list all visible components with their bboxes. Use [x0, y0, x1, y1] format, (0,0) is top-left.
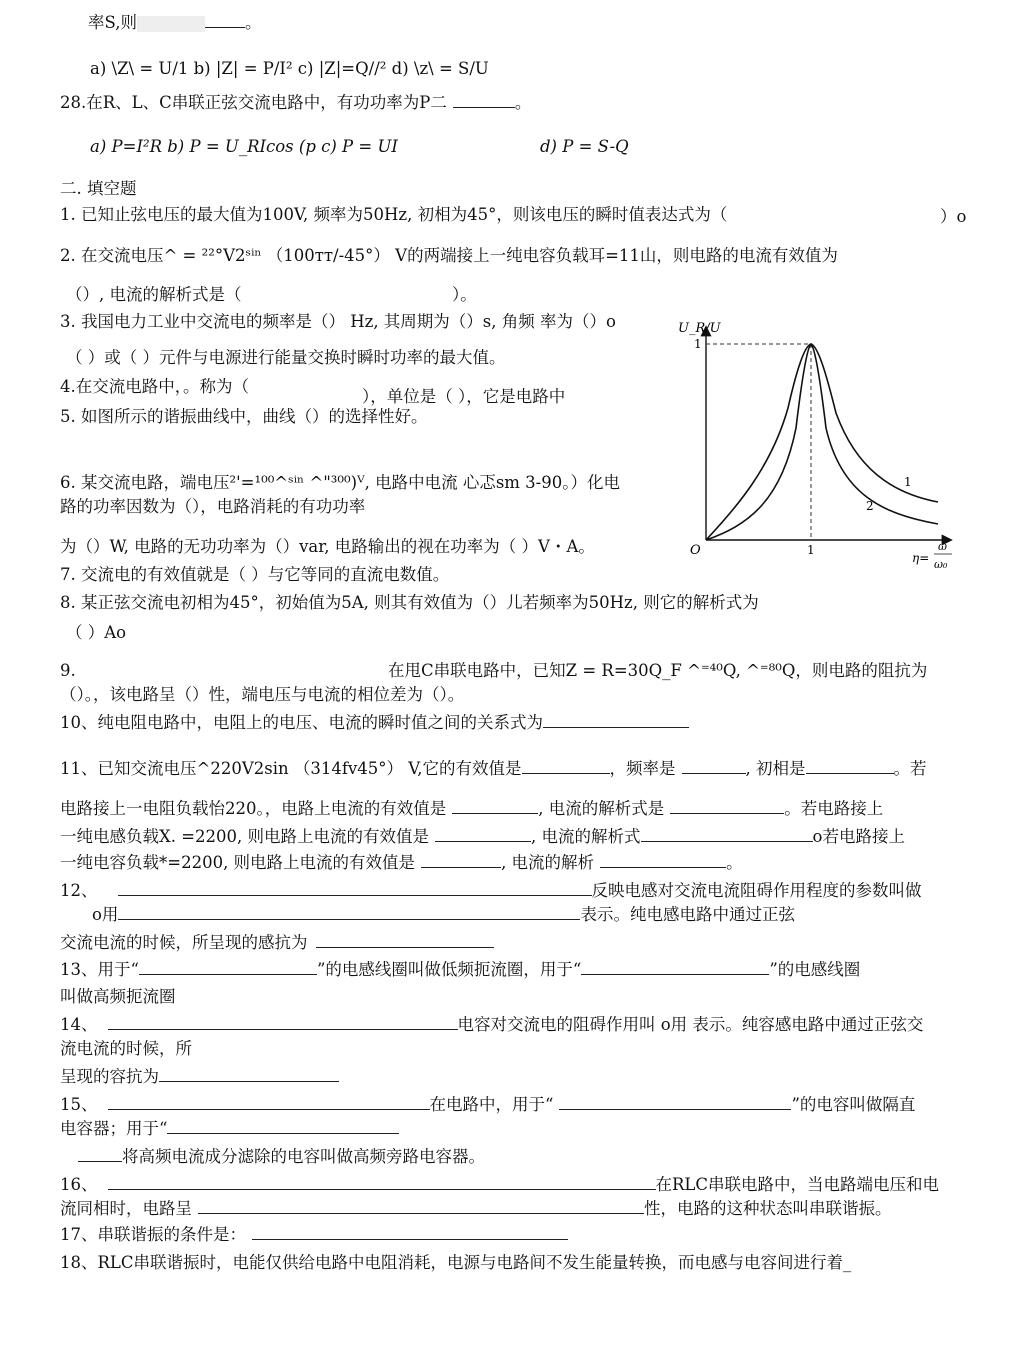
- curve-2-label: 2: [866, 499, 874, 513]
- line-text: 。若电路接上: [784, 799, 884, 818]
- blank: [205, 13, 245, 28]
- line-text: 11、已知交流电压^220V2sin （314fv45°） V,它的有效值是: [60, 759, 522, 778]
- line-text: ）。: [452, 285, 477, 304]
- line-text: , 电流的解析式是: [538, 799, 665, 818]
- question-10: [60, 712, 689, 734]
- question-14: [60, 1014, 923, 1036]
- line-text: 14、: [60, 1015, 98, 1034]
- blank: [559, 1095, 791, 1110]
- blank: [435, 827, 531, 842]
- blank: [682, 759, 746, 774]
- line-text: 将高频电流成分滤除的电容叫做高频旁路电容器。: [122, 1147, 485, 1166]
- blank: [806, 759, 894, 774]
- blank: [453, 93, 515, 108]
- question-16: [60, 1174, 939, 1196]
- line-text: （ ）Ao: [66, 623, 127, 642]
- line-text: 一纯电感负载X. =2200, 则电路上电流的有效值是: [60, 827, 430, 846]
- origin-label: O: [690, 543, 701, 558]
- blank: [316, 933, 494, 948]
- blank: [118, 905, 580, 920]
- x-axis-label: η=: [912, 551, 930, 565]
- line-text: [60, 826, 905, 848]
- question-15: [60, 1094, 915, 1116]
- line-text: 路的功率因数为（），电路消耗的有功功率: [60, 497, 366, 516]
- y-axis-label: U_R/U: [678, 321, 721, 336]
- line-text: o用: [92, 905, 119, 924]
- line-text: 16、: [60, 1175, 98, 1194]
- curve-1-label: 1: [904, 475, 912, 489]
- blank: [670, 799, 784, 814]
- question-11: [60, 758, 927, 780]
- question-12: [60, 880, 922, 902]
- line-text: [60, 1198, 892, 1220]
- line-text: 。: [514, 93, 532, 112]
- line-text: 在电路中，用于“: [429, 1095, 554, 1114]
- line-text: [60, 1118, 399, 1140]
- blank: [543, 713, 689, 728]
- line-text: 。: [244, 13, 262, 32]
- blank: [159, 1067, 339, 1082]
- line-text: 15、: [60, 1095, 98, 1114]
- question-9: 在甩C串联电路中，已知Z = R=30Q_F ^⁼⁴⁰Q, ^⁼⁸⁰Q，则电路的阻抗为: [388, 661, 928, 680]
- line-text: （）, 电流的解析式是（: [66, 285, 242, 304]
- blank: [600, 853, 726, 868]
- section-title: 二. 填空题: [60, 179, 137, 198]
- line-text: 表示。纯电感电路中通过正弦: [580, 905, 795, 924]
- line-text: （）。，该电路呈（）性，端电压与电流的相位差为（）。: [60, 685, 465, 704]
- question-28: [60, 92, 531, 114]
- blank: [78, 1147, 122, 1162]
- line-text: [78, 1146, 485, 1168]
- line-text: 10、纯电阻电路中，电阻上的电压、电流的瞬时值之间的关系式为: [60, 713, 543, 732]
- question-17: [60, 1224, 568, 1246]
- line-text: , 电流的解析: [501, 853, 595, 872]
- resonance-curve-svg: [676, 318, 960, 574]
- line-text: 一纯电容负载*=2200, 则电路上电流的有效值是: [60, 853, 416, 872]
- blank: [139, 960, 317, 975]
- blank: [108, 1015, 458, 1030]
- line-text: 。: [726, 853, 743, 872]
- line-text: ”的电感线圈: [769, 960, 861, 979]
- line-text: 反映电感对交流电流阻碍作用程度的参数叫做: [591, 881, 922, 900]
- question-3: 3. 我国电力工业中交流电的频率是（） Hz, 其周期为（）s, 角频 率为（）o: [60, 312, 616, 331]
- question-7: 7. 交流电的有效值就是（ ）与它等同的直流电数值。: [60, 565, 450, 584]
- line-text: 为（）W, 电路的无功功率为（）var, 电路输出的视在功率为（ ）V・A。: [60, 537, 595, 556]
- line-text: 在RLC串联电路中，当电路端电压和电: [655, 1175, 940, 1194]
- line-text: 电容对交流电的阻碍作用叫 o用 表示。纯容感电路中通过正弦交: [457, 1015, 924, 1034]
- line-text: , 电流的解析式: [531, 827, 641, 846]
- line-text: ），单位是（ ），它是电路中: [362, 387, 566, 406]
- question-13: [60, 959, 860, 981]
- blank: [522, 759, 610, 774]
- line-text: 流电流的时候，所: [60, 1039, 192, 1058]
- line-text: 性，电路的这种状态叫串联谐振。: [644, 1199, 892, 1218]
- line-text: ”的电容叫做隔直: [791, 1095, 916, 1114]
- line-text: [92, 904, 795, 926]
- line-text: , 初相是: [745, 759, 806, 778]
- line-text: [60, 932, 494, 954]
- option-line: a) \Z\ = U/1 b) |Z| = P/I² c) |Z|=Q//² d) \z\ = S/U: [90, 59, 489, 78]
- x-tick-label: 1: [807, 543, 815, 557]
- line-text: 呈现的容抗为: [60, 1067, 159, 1086]
- line-text: 叫做高频扼流圈: [60, 987, 176, 1006]
- question-8: 8. 某正弦交流电初相为45°，初始值为5A, 则其有效值为（）儿若频率为50Hz, 则它的解析式为: [60, 593, 759, 612]
- line-text: 交流电流的时候，所呈现的感抗为: [60, 933, 308, 952]
- line-text: 率S,则: [88, 13, 137, 32]
- curve-2: [706, 344, 938, 540]
- line-text: 12、: [60, 881, 98, 900]
- blank: [108, 1175, 656, 1190]
- line-text: ）o: [940, 207, 967, 226]
- line-text: 28.在R、L、C串联正弦交流电路中，有功功率为P二: [60, 93, 447, 112]
- blank: [641, 827, 813, 842]
- blank: [198, 1199, 644, 1214]
- redacted-block: [137, 16, 205, 32]
- text-line: [88, 12, 261, 34]
- line-text: [60, 852, 743, 874]
- question-1: 1. 已知止弦电压的最大值为100V, 频率为50Hz, 初相为45°，则该电压的瞬时值表达式为（: [60, 205, 728, 224]
- option-line: d) P = S-Q: [540, 137, 629, 156]
- resonance-curve-figure: [676, 318, 960, 574]
- curve-1: [706, 344, 938, 540]
- blank: [252, 1225, 568, 1240]
- line-text: ”的电感线圈叫做低频扼流圈，用于“: [316, 960, 582, 979]
- blank: [452, 799, 538, 814]
- line-text: 流同相时，电路呈: [60, 1199, 192, 1218]
- line-text: [60, 798, 883, 820]
- line-text: （ ）或（ ）元件与电源进行能量交换时瞬时功率的最大值。: [66, 348, 506, 367]
- blank: [108, 1095, 430, 1110]
- y-tick-label: 1: [694, 337, 702, 351]
- question-6: 6. 某交流电路，端电压²'=¹⁰⁰^ˢⁱⁿ ^"³⁰⁰)ⱽ, 电路中电流 心忑sm 3-90。）化电: [60, 473, 621, 492]
- line-text: [60, 1066, 339, 1088]
- option-line: a) P=I²R b) P = U_RIcos (p c) P = UI: [90, 137, 398, 156]
- question-4: 4.在交流电路中，。称为（: [60, 377, 249, 396]
- line-text: 17、串联谐振的条件是：: [60, 1225, 246, 1244]
- blank: [581, 960, 769, 975]
- line-text: o若电路接上: [812, 827, 905, 846]
- line-text: 电容器；用于“: [60, 1119, 168, 1138]
- line-text: 13、用于“: [60, 960, 139, 979]
- question-5: 5. 如图所示的谐振曲线中，曲线（）的选择性好。: [60, 407, 428, 426]
- blank: [421, 853, 501, 868]
- line-text: 电路接上一电阻负载怡220。，电路上电流的有效值是: [60, 799, 447, 818]
- question-18: 18、RLC串联谐振时，电能仅供给电路中电阻消耗，电源与电路间不发生能量转换，而电感与电容间进行着_: [60, 1253, 852, 1272]
- blank: [167, 1119, 399, 1134]
- line-text: ，频率是: [609, 759, 676, 778]
- question-2: 2. 在交流电压^ = ²²°V2ˢⁱⁿ （100тт/-45°） V的两端接上一纯电容负载耳=11山，则电路的电流有效值为: [60, 246, 838, 265]
- line-text: 。若: [893, 759, 927, 778]
- x-axis-fraction-numerator: ω: [938, 540, 947, 553]
- x-axis-fraction-denominator: ω₀: [934, 558, 948, 571]
- blank: [118, 881, 592, 896]
- question-9-number: 9.: [60, 661, 76, 680]
